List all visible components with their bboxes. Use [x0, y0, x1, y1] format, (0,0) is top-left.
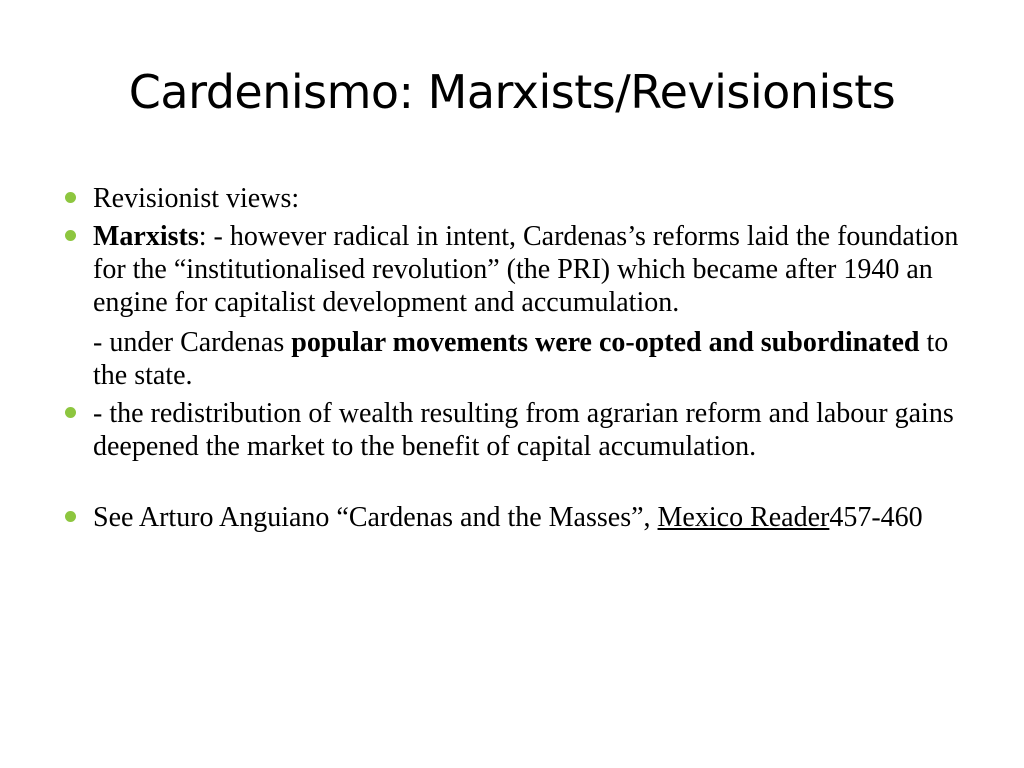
- bullet-text: : - however radical in intent, Cardenas’s reforms laid the foundation for the “institutionalised revolution” (the PRI) which became after 1940 an engine for capitalist development and accumulation.: [93, 221, 959, 318]
- slide-body: [62, 182, 962, 534]
- reference-pages: 457-460: [829, 502, 923, 533]
- bullet-text: - the redistribution of wealth resulting from agrarian reform and labour gains deepened the market to the benefit of capital accumulation.: [93, 398, 954, 462]
- bullet-text: Revisionist views:: [93, 183, 300, 214]
- reference-link[interactable]: Mexico Reader: [657, 502, 830, 533]
- continuation-pre: - under Cardenas: [93, 327, 292, 358]
- bullet-continuation: [62, 326, 962, 392]
- continuation-bold: popular movements were co-opted and subordinated: [291, 327, 920, 358]
- slide-title: Cardenismo: Marxists/Revisionists: [128, 65, 896, 119]
- bullet-dot-icon: [65, 407, 76, 418]
- bullet-dot-icon: [65, 230, 76, 241]
- bullet-item-revisionist-views: [62, 182, 962, 215]
- reference-pre: See Arturo Anguiano “Cardenas and the Masses”,: [93, 502, 658, 533]
- bullet-item-marxists: [62, 220, 962, 319]
- continuation-post: to the state.: [93, 327, 949, 391]
- bullet-item-reference: [62, 501, 962, 534]
- bullet-lead-bold: Marxists: [93, 221, 199, 252]
- bullet-item-redistribution: [62, 397, 962, 463]
- bullet-dot-icon: [65, 192, 76, 203]
- bullet-dot-icon: [65, 511, 76, 522]
